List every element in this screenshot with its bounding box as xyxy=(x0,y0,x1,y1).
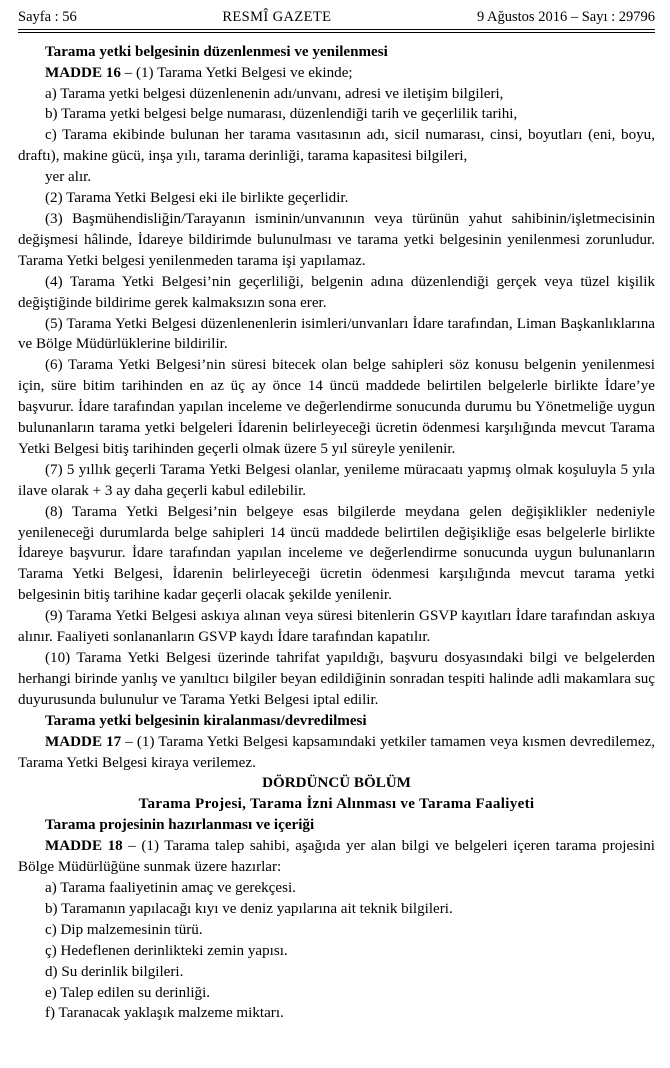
article-16-item-c: c) Tarama ekibinde bulunan her tarama vasıtasının adı, sicil numarası, cinsi, boyutları (eni, boyu, draftı), makine gücü, inşa yılı, tarama derinliği, tarama kapasitesi bilgileri, xyxy=(18,127,655,165)
section-heading-article-17: Tarama yetki belgesinin kiralanması/devredilmesi xyxy=(45,712,367,729)
list-item: f) Taranacak yaklaşık malzeme miktarı. xyxy=(45,1005,284,1022)
article-18-list xyxy=(18,878,655,1024)
article-16-paragraph-6: (6) Tarama Yetki Belgesi’nin süresi bitecek olan belge sahipleri söz konusu belgenin yenilenmesi için, süre bitim tarihinden en az üç ay önce 14 üncü maddede belirtilen belgelerle birlikte İdare’ye başvurur. İdare tarafından yapılan inceleme ve değerlendirme sonucunda durumu bu Yönetmeliğe uygun bulunanların tarama yetki belgeleri İdarenin belirleyeceği ücretin ödenmesi karşılığında mevcut Tarama Yetki Belgesi bitiş tarihinden geçerli olmak üzere 5 yıl süreyle yenilenir. xyxy=(18,357,655,457)
article-16-paragraph-8: (8) Tarama Yetki Belgesi’nin belgeye esas bilgilerde meydana gelen değişiklikler nedeniyle yenileneceği durumlarda belge sahipleri 14 üncü maddede belirtilen değişikliğe esas belgelerle birlikte İdareye başvurur. İdare tarafından yapılan inceleme ve değerlendirme sonucunda uygun bulunanların Tarama Yetki Belgesi, İdarenin belirleyeceği ücretin ödenmesi karşılığında mevcut tarama yetki belgesinin bitiş tarihine kadar geçerli olacak şekilde yenilenir. xyxy=(18,503,655,604)
chapter-title-heading: Tarama Projesi, Tarama İzni Alınması ve Tarama Faaliyeti xyxy=(138,796,535,813)
article-16-paragraph-9: (9) Tarama Yetki Belgesi askıya alınan veya süresi bitenlerin GSVP kayıtları İdare tarafından askıya alınır. Faaliyeti sonlananların GSVP kaydı İdare tarafından kapatılır. xyxy=(18,608,655,646)
article-16-paragraph-4: (4) Tarama Yetki Belgesi’nin geçerliliği, belgenin adına düzenlendiği gerçek veya tüzel kişilik değiştiğinde bildirime gerek kalmaksızın sona erer. xyxy=(18,273,655,311)
list-item: e) Talep edilen su derinliği. xyxy=(45,984,211,1001)
article-17-label: MADDE 17 xyxy=(45,733,122,750)
article-16-paragraph-3: (3) Başmühendisliğin/Tarayanın isminin/unvanının veya türünün yahut sahibinin/işletmecisinin değişmesi hâlinde, İdareye bildirimde bulunulması ve tarama yetki belgesinin yenilenmesi zorunludur. Tarama Yetki belgesi yenilenmeden tarama işi yapılamaz. xyxy=(18,210,655,269)
article-18-text xyxy=(18,836,655,878)
article-16-paragraph-2: (2) Tarama Yetki Belgesi eki ile birlikte geçerlidir. xyxy=(45,190,349,207)
list-item: d) Su derinlik bilgileri. xyxy=(45,963,184,980)
document-body xyxy=(18,33,655,1025)
publication-title: RESMÎ GAZETE xyxy=(222,9,332,25)
list-item: a) Tarama faaliyetinin amaç ve gerekçesi. xyxy=(45,879,296,896)
article-16-paragraph-7: (7) 5 yıllık geçerli Tarama Yetki Belgesi olanlar, yenileme müracaatı yapmış olmak koşuluyla 5 yıla ilave olarak + 3 ay daha geçerli kabul edilebilir. xyxy=(18,461,655,499)
page-number-label: Sayfa : 56 xyxy=(18,9,77,25)
list-item: ç) Hedeflenen derinlikteki zemin yapısı. xyxy=(45,942,288,959)
list-item: b) Taramanın yapılacağı kıyı ve deniz yapılarına ait teknik bilgileri. xyxy=(45,900,453,917)
chapter-number-heading: DÖRDÜNCÜ BÖLÜM xyxy=(262,775,411,792)
article-17-text xyxy=(18,732,655,774)
article-18-body-text: – (1) Tarama talep sahibi, aşağıda yer alan bilgi ve belgeleri içeren tarama projesini Bölge Müdürlüğüne sunmak üzere hazırlar: xyxy=(18,838,655,876)
list-item: c) Dip malzemesinin türü. xyxy=(45,921,203,938)
article-16-paragraph-5: (5) Tarama Yetki Belgesi düzenlenenlerin isimleri/unvanları İdare tarafından, Liman Başkanlıklarına ve Bölge Müdürlüklerine bildirilir. xyxy=(18,315,655,353)
article-16-label: MADDE 16 xyxy=(45,64,121,81)
article-16-item-c-tail: yer alır. xyxy=(45,169,92,186)
section-heading-article-18: Tarama projesinin hazırlanması ve içeriği xyxy=(45,817,315,834)
article-16-intro xyxy=(18,63,655,84)
section-heading-article-16: Tarama yetki belgesinin düzenlenmesi ve yenilenmesi xyxy=(45,43,388,60)
article-16-item-a: a) Tarama yetki belgesi düzenlenenin adı/unvanı, adresi ve iletişim bilgileri, xyxy=(45,85,504,102)
article-16-paragraph-10: (10) Tarama Yetki Belgesi üzerinde tahrifat yapıldığı, başvuru dosyasındaki bilgi ve belgelerden herhangi birinde yanlış ve yanıltıcı bilgiler beyan edildiğinin sonradan tespiti halinde adli makamlara suç duyurusunda bulunulur ve Tarama Yetki Belgesi iptal edilir. xyxy=(18,650,655,708)
issue-date-number: 9 Ağustos 2016 – Sayı : 29796 xyxy=(476,9,655,25)
article-18-label: MADDE 18 xyxy=(45,838,123,855)
article-16-item-b: b) Tarama yetki belgesi belge numarası, düzenlendiği tarih ve geçerlilik tarihi, xyxy=(45,106,518,123)
page-running-head xyxy=(18,0,655,26)
article-16-intro-text: – (1) Tarama Yetki Belgesi ve ekinde; xyxy=(120,64,353,81)
article-17-body-text: – (1) Tarama Yetki Belgesi kapsamındaki yetkiler tamamen veya kısmen devredilemez, Tarama Yetki Belgesi kiraya verilemez. xyxy=(18,733,655,771)
